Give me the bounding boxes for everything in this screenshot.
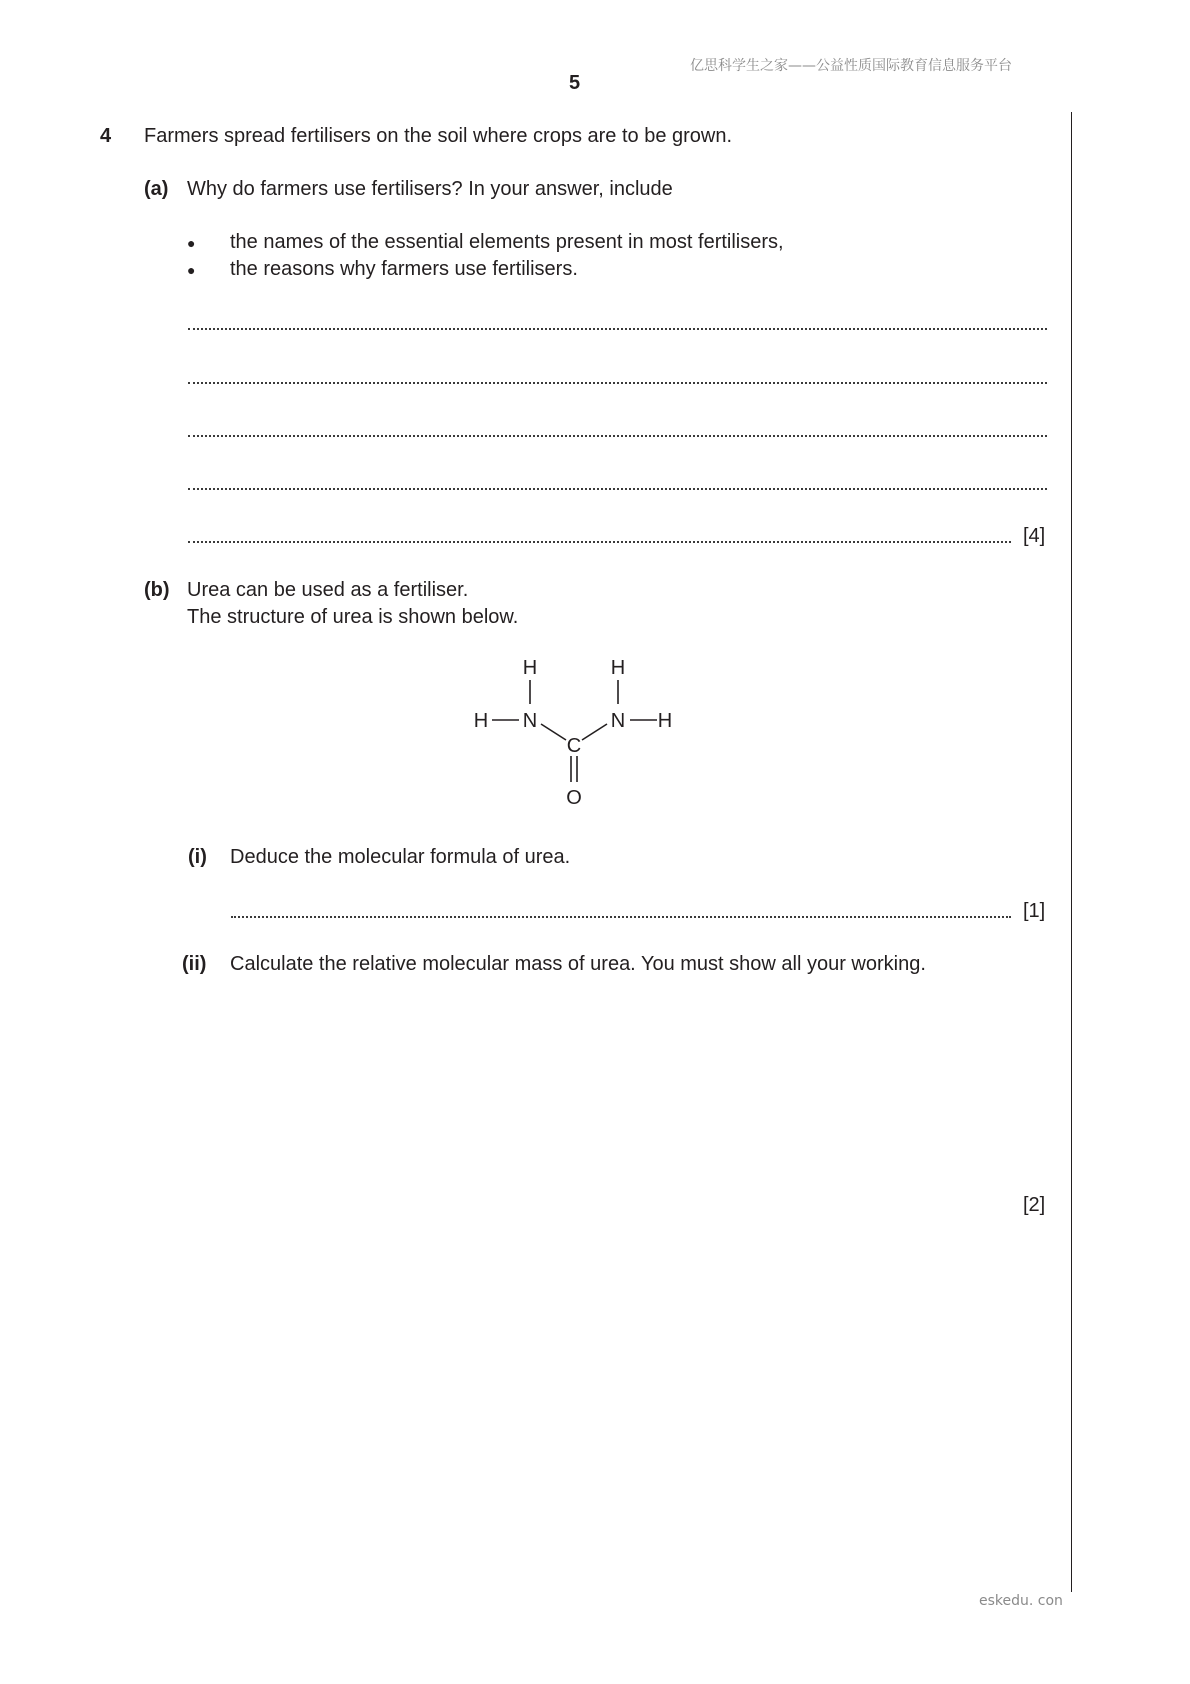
atom-n-left: N	[522, 710, 538, 732]
answer-line[interactable]	[188, 541, 1011, 543]
question-stem: Farmers spread fertilisers on the soil where crops are to be grown.	[144, 125, 733, 147]
atom-n-right: N	[610, 710, 626, 732]
part-a-prompt: Why do farmers use fertilisers? In your answer, include	[187, 178, 673, 200]
header-watermark: 亿思科学生之家——公益性质国际教育信息服务平台	[690, 58, 1012, 74]
part-b-i-label: (i)	[188, 846, 207, 868]
urea-structure-diagram	[460, 645, 690, 820]
part-b-i-marks: [1]	[1023, 900, 1046, 922]
part-b-ii-prompt: Calculate the relative molecular mass of urea. You must show all your working.	[230, 953, 926, 975]
answer-line[interactable]	[188, 328, 1047, 330]
answer-line[interactable]	[188, 382, 1047, 384]
part-a-label: (a)	[144, 178, 169, 200]
footer-watermark: eskedu. con	[979, 1593, 1063, 1609]
part-b-line-1: Urea can be used as a fertiliser.	[187, 579, 469, 601]
part-a-bullet-1: the names of the essential elements present in most fertilisers,	[230, 231, 784, 253]
working-space[interactable]	[230, 990, 1030, 1185]
part-a-marks: [4]	[1023, 525, 1046, 547]
part-b-line-2: The structure of urea is shown below.	[187, 606, 519, 628]
part-b-ii-marks: [2]	[1023, 1194, 1046, 1216]
bond-n-c-left	[541, 724, 566, 740]
page-number: 5	[569, 72, 581, 94]
atom-h-top-left: H	[522, 657, 538, 679]
atom-h-left: H	[473, 710, 489, 732]
answer-line[interactable]	[188, 435, 1047, 437]
part-b-ii-label: (ii)	[182, 953, 207, 975]
atom-h-right: H	[657, 710, 673, 732]
bullet-icon: ●	[187, 235, 196, 251]
part-b-i-prompt: Deduce the molecular formula of urea.	[230, 846, 571, 868]
answer-line[interactable]	[188, 488, 1047, 490]
question-number: 4	[100, 125, 112, 147]
atom-c-center: C	[566, 735, 582, 757]
part-b-label: (b)	[144, 579, 170, 601]
answer-line[interactable]	[231, 916, 1011, 918]
bullet-icon: ●	[187, 262, 196, 278]
margin-rule	[1071, 112, 1072, 1592]
part-a-bullet-2: the reasons why farmers use fertilisers.	[230, 258, 578, 280]
atom-o-bottom: O	[566, 787, 582, 809]
atom-h-top-right: H	[610, 657, 626, 679]
bond-n-c-right	[582, 724, 607, 740]
